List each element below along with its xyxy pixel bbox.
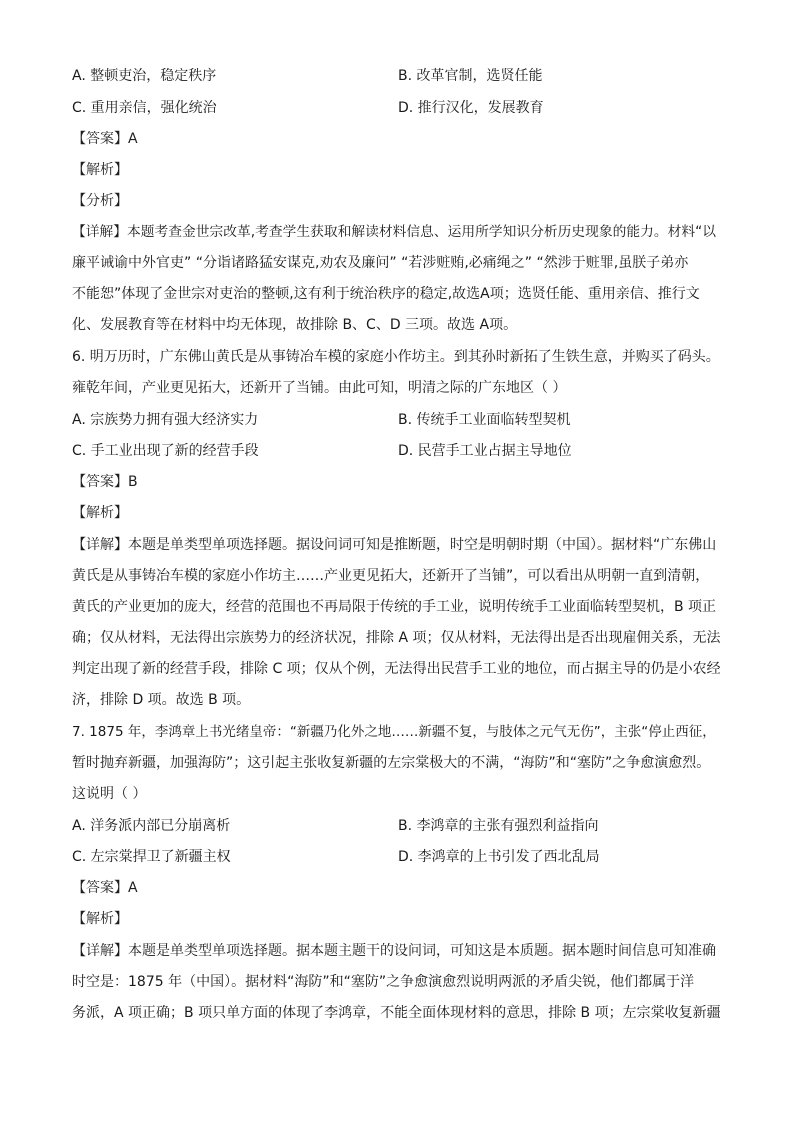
q7-stem-line: 暂时抛弃新疆，加强海防”；这引起主张收复新疆的左宗棠极大的不满，“海防”和“塞防”之争愈演愈烈。 (72, 755, 711, 771)
q5-option-a: A. 整顿吏治，稳定秩序 (72, 68, 217, 84)
q6-detail-line: 济，排除 D 项。故选 B 项。 (72, 692, 251, 708)
q6-option-d: D. 民营手工业占据主导地位 (398, 443, 572, 459)
q7-detail-line: 【详解】本题是单类型单项选择题。据本题主题干的设问词，可知这是本质题。据本题时间信息可知准确 (72, 943, 716, 959)
q5-option-c: C. 重用亲信，强化统治 (72, 100, 217, 116)
q7-stem-line: 这说明（ ） (72, 786, 147, 802)
q5-jiexi-label: 【解析】 (72, 162, 128, 178)
q6-option-c: C. 手工业出现了新的经营手段 (72, 443, 259, 459)
q5-detail-line: 不能恕”体现了金世宗对吏治的整顿,这有利于统治秩序的稳定,故选A项；选贤任能、重用亲信、推行文 (72, 286, 700, 302)
q5-detail-line: 廉平诫谕中外官吏” “分诣诸路猛安谋克,劝农及廉问” “若涉赃贿,必痛绳之” “然涉于赃罪,虽朕子弟亦 (72, 255, 689, 271)
q5-option-b: B. 改革官制，选贤任能 (398, 68, 543, 84)
q6-detail-line: 黄氏的产业更加的庞大，经营的范围也不再局限于传统的手工业，说明传统手工业面临转型契机，B 项正 (72, 599, 717, 615)
q6-detail-line: 黄氏是从事铸冶车模的家庭小作坊主……产业更见拓大，还新开了当铺”，可以看出从明朝一直到清朝， (72, 568, 710, 584)
q7-option-c: C. 左宗棠捍卫了新疆主权 (72, 849, 231, 865)
q5-detail-line: 化、发展教育等在材料中均无体现，故排除 B、C、D 三项。故选 A项。 (72, 317, 518, 333)
q7-detail-line: 时空是：1875 年（中国）。据材料“海防”和“塞防”之争愈演愈烈说明两派的矛盾尖锐，他们都属于洋 (72, 974, 695, 990)
q7-jiexi-label: 【解析】 (72, 911, 128, 927)
q5-answer: 【答案】A (72, 131, 138, 147)
q7-detail-line: 务派，A 项正确；B 项只单方面的体现了李鸿章，不能全面体现材料的意思，排除 B 项；左宗棠收复新疆 (72, 1005, 721, 1021)
q6-detail-line: 【详解】本题是单类型单项选择题。据设问词可知是推断题，时空是明朝时期（中国）。据材料“广东佛山 (72, 537, 717, 553)
q7-option-a: A. 洋务派内部已分崩离析 (72, 818, 231, 834)
q7-answer: 【答案】A (72, 880, 138, 896)
q6-option-a: A. 宗族势力拥有强大经济实力 (72, 412, 259, 428)
q6-stem-line: 雍乾年间，产业更见拓大，还新开了当铺。由此可知，明清之际的广东地区（ ） (72, 380, 567, 396)
q7-option-d: D. 李鸿章的上书引发了西北乱局 (398, 849, 600, 865)
q6-detail-line: 确；仅从材料，无法得出宗族势力的经济状况，排除 A 项；仅从材料，无法得出是否出现雇佣关系，无法 (72, 630, 721, 646)
q6-option-b: B. 传统手工业面临转型契机 (398, 412, 571, 428)
q6-answer: 【答案】B (72, 474, 138, 490)
q6-detail-line: 判定出现了新的经营手段，排除 C 项；仅从个例，无法得出民营手工业的地位，而占据主导的仍是小农经 (72, 661, 721, 677)
q6-stem-line: 6. 明万历时，广东佛山黄氏是从事铸冶车模的家庭小作坊主。到其孙时新拓了生铁生意，并购买了码头。 (72, 349, 720, 365)
q7-option-b: B. 李鸿章的主张有强烈利益指向 (398, 818, 599, 834)
q5-option-d: D. 推行汉化，发展教育 (398, 100, 544, 116)
q6-jiexi-label: 【解析】 (72, 505, 128, 521)
q5-detail-line: 【详解】本题考查金世宗改革,考查学生获取和解读材料信息、运用所学知识分析历史现象的能力。材料“以 (72, 224, 716, 240)
q5-fenxi-label: 【分析】 (72, 193, 128, 209)
q7-stem-line: 7. 1875 年，李鸿章上书光绪皇帝：“新疆乃化外之地……新疆不复，与肢体之元气无伤”，主张“停止西征， (72, 724, 716, 740)
